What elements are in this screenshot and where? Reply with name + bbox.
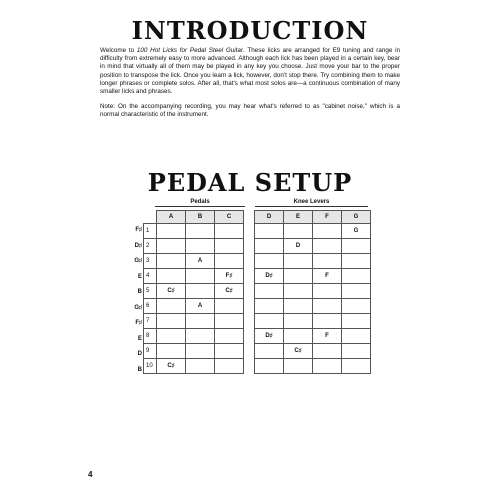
string-name: E bbox=[137, 335, 142, 342]
pedal-column-header: A bbox=[157, 211, 186, 224]
pedal-cell bbox=[215, 329, 244, 344]
header-corner bbox=[144, 211, 157, 224]
table-row bbox=[144, 299, 244, 314]
knee-cell bbox=[284, 299, 313, 314]
pedal-cell bbox=[157, 329, 186, 344]
knee-cell bbox=[313, 254, 342, 269]
knee-cell bbox=[284, 269, 313, 284]
table-row bbox=[144, 254, 244, 269]
string-number: 9 bbox=[144, 344, 157, 359]
string-number: 2 bbox=[144, 239, 157, 254]
pedal-cell bbox=[186, 329, 215, 344]
knee-cell bbox=[342, 314, 371, 329]
pedal-cell bbox=[186, 284, 215, 299]
knee-column-header: F bbox=[313, 211, 342, 224]
string-name: B bbox=[137, 289, 142, 295]
pedal-cell: C♯ bbox=[157, 359, 186, 374]
table-row bbox=[255, 314, 371, 329]
knee-cell bbox=[342, 344, 371, 359]
table-row bbox=[255, 269, 371, 284]
pedal-column-header: B bbox=[186, 211, 215, 224]
string-name: D bbox=[137, 351, 142, 357]
pedals-table bbox=[143, 210, 244, 374]
pedal-cell bbox=[186, 359, 215, 374]
knee-cell bbox=[342, 359, 371, 374]
table-row bbox=[144, 314, 244, 329]
knee-cell bbox=[284, 284, 313, 299]
knee-cell: F bbox=[313, 329, 342, 344]
table-row bbox=[144, 344, 244, 359]
knee-cell bbox=[255, 239, 284, 254]
knee-cell bbox=[342, 299, 371, 314]
knee-levers-header-rule bbox=[255, 206, 368, 207]
pedal-cell bbox=[186, 269, 215, 284]
knee-cell bbox=[284, 254, 313, 269]
table-row bbox=[144, 269, 244, 284]
page-title: INTRODUCTION bbox=[131, 16, 369, 45]
string-number: 3 bbox=[144, 254, 157, 269]
knee-cell bbox=[284, 314, 313, 329]
string-number: 4 bbox=[144, 269, 157, 284]
pedals-header-rule bbox=[155, 206, 245, 207]
string-name: F♯ bbox=[135, 320, 142, 326]
note-paragraph: Note: On the accompanying recording, you may hear what's referred to as "cabinet noise," which is a normal characteristic of the instrument. bbox=[100, 103, 400, 119]
knee-cell bbox=[342, 284, 371, 299]
knee-cell bbox=[342, 254, 371, 269]
string-name: E bbox=[137, 273, 142, 280]
pedal-cell bbox=[215, 299, 244, 314]
section-title: PEDAL SETUP bbox=[147, 168, 353, 197]
pedal-cell bbox=[157, 224, 186, 239]
table-row bbox=[255, 299, 371, 314]
string-name: G♯ bbox=[134, 304, 142, 311]
table-row bbox=[144, 224, 244, 239]
knee-cell bbox=[313, 344, 342, 359]
string-number: 8 bbox=[144, 329, 157, 344]
pedal-cell bbox=[157, 254, 186, 269]
pedal-cell bbox=[215, 224, 244, 239]
table-row bbox=[255, 224, 371, 239]
intro-paragraph bbox=[100, 47, 400, 96]
pedal-cell bbox=[186, 344, 215, 359]
table-row bbox=[255, 284, 371, 299]
pedal-cell: A bbox=[186, 299, 215, 314]
knee-cell: F bbox=[313, 269, 342, 284]
knee-cell: C♯ bbox=[284, 344, 313, 359]
pedal-cell bbox=[215, 239, 244, 254]
knee-cell bbox=[313, 299, 342, 314]
knee-cell bbox=[255, 224, 284, 239]
knee-column-header: D bbox=[255, 211, 284, 224]
pedal-cell bbox=[215, 314, 244, 329]
intro-prefix: Welcome to bbox=[100, 47, 137, 54]
knee-cell bbox=[284, 359, 313, 374]
knee-cell bbox=[284, 224, 313, 239]
knee-cell bbox=[342, 269, 371, 284]
knee-cell bbox=[313, 284, 342, 299]
knee-cell bbox=[313, 359, 342, 374]
knee-cell bbox=[342, 329, 371, 344]
pedal-column-header: C bbox=[215, 211, 244, 224]
knee-cell: D♯ bbox=[255, 269, 284, 284]
pedal-cell bbox=[157, 344, 186, 359]
knee-cell bbox=[255, 314, 284, 329]
table-row bbox=[144, 239, 244, 254]
knee-cell bbox=[255, 254, 284, 269]
string-number: 7 bbox=[144, 314, 157, 329]
string-number: 10 bbox=[144, 359, 157, 374]
knee-cell: D bbox=[284, 239, 313, 254]
knee-column-header: G bbox=[342, 211, 371, 224]
string-names bbox=[128, 223, 142, 378]
intro-body: . These licks are arranged for E9 tuning and range in difficulty from extremely easy to more advanced. Although each lick has been played in a certain key, bear in mind that virtually all of them may be played in any key you choose. Just move your bar to the proper position to transpose the lick. Once you learn a lick, however, don't stop there. Try combining them to make longer phrases or complete solos. After all, that's what most solos are—a continuous combination of many smaller licks and phrases. bbox=[100, 47, 400, 96]
pedal-cell: C♯ bbox=[157, 284, 186, 299]
book-title: 100 Hot Licks for Pedal Steel Guitar bbox=[136, 47, 244, 54]
pedal-cell bbox=[215, 344, 244, 359]
knee-levers-header: Knee Levers bbox=[293, 199, 330, 205]
string-number: 5 bbox=[144, 284, 157, 299]
table-row bbox=[255, 329, 371, 344]
table-row bbox=[255, 239, 371, 254]
knee-cell bbox=[313, 239, 342, 254]
page-number: 4 bbox=[88, 470, 93, 479]
knee-cell: D♯ bbox=[255, 329, 284, 344]
string-name: D♯ bbox=[134, 242, 142, 249]
table-row bbox=[255, 254, 371, 269]
knee-cell bbox=[313, 224, 342, 239]
table-row bbox=[144, 284, 244, 299]
pedal-cell: A bbox=[186, 254, 215, 269]
pedal-cell: F♯ bbox=[215, 269, 244, 284]
string-number: 6 bbox=[144, 299, 157, 314]
string-name: F♯ bbox=[135, 227, 142, 233]
table-row bbox=[144, 359, 244, 374]
table-row bbox=[255, 344, 371, 359]
pedal-cell: C♯ bbox=[215, 284, 244, 299]
pedal-cell bbox=[186, 239, 215, 254]
knee-cell bbox=[313, 314, 342, 329]
pedal-cell bbox=[186, 314, 215, 329]
knee-levers-table bbox=[254, 210, 371, 374]
knee-cell bbox=[255, 359, 284, 374]
pedal-cell bbox=[186, 224, 215, 239]
pedals-header: Pedals bbox=[190, 199, 210, 205]
knee-cell: G bbox=[342, 224, 371, 239]
knee-cell bbox=[284, 329, 313, 344]
knee-cell bbox=[255, 299, 284, 314]
pedal-cell bbox=[215, 254, 244, 269]
pedal-cell bbox=[157, 299, 186, 314]
string-number: 1 bbox=[144, 224, 157, 239]
table-row bbox=[255, 359, 371, 374]
pedal-cell bbox=[215, 359, 244, 374]
pedal-cell bbox=[157, 239, 186, 254]
pedal-cell bbox=[157, 269, 186, 284]
knee-cell bbox=[255, 344, 284, 359]
string-name: G♯ bbox=[134, 258, 142, 264]
pedal-cell bbox=[157, 314, 186, 329]
knee-column-header: E bbox=[284, 211, 313, 224]
string-name: B bbox=[137, 366, 142, 373]
knee-cell bbox=[255, 284, 284, 299]
table-row bbox=[144, 329, 244, 344]
knee-cell bbox=[342, 239, 371, 254]
